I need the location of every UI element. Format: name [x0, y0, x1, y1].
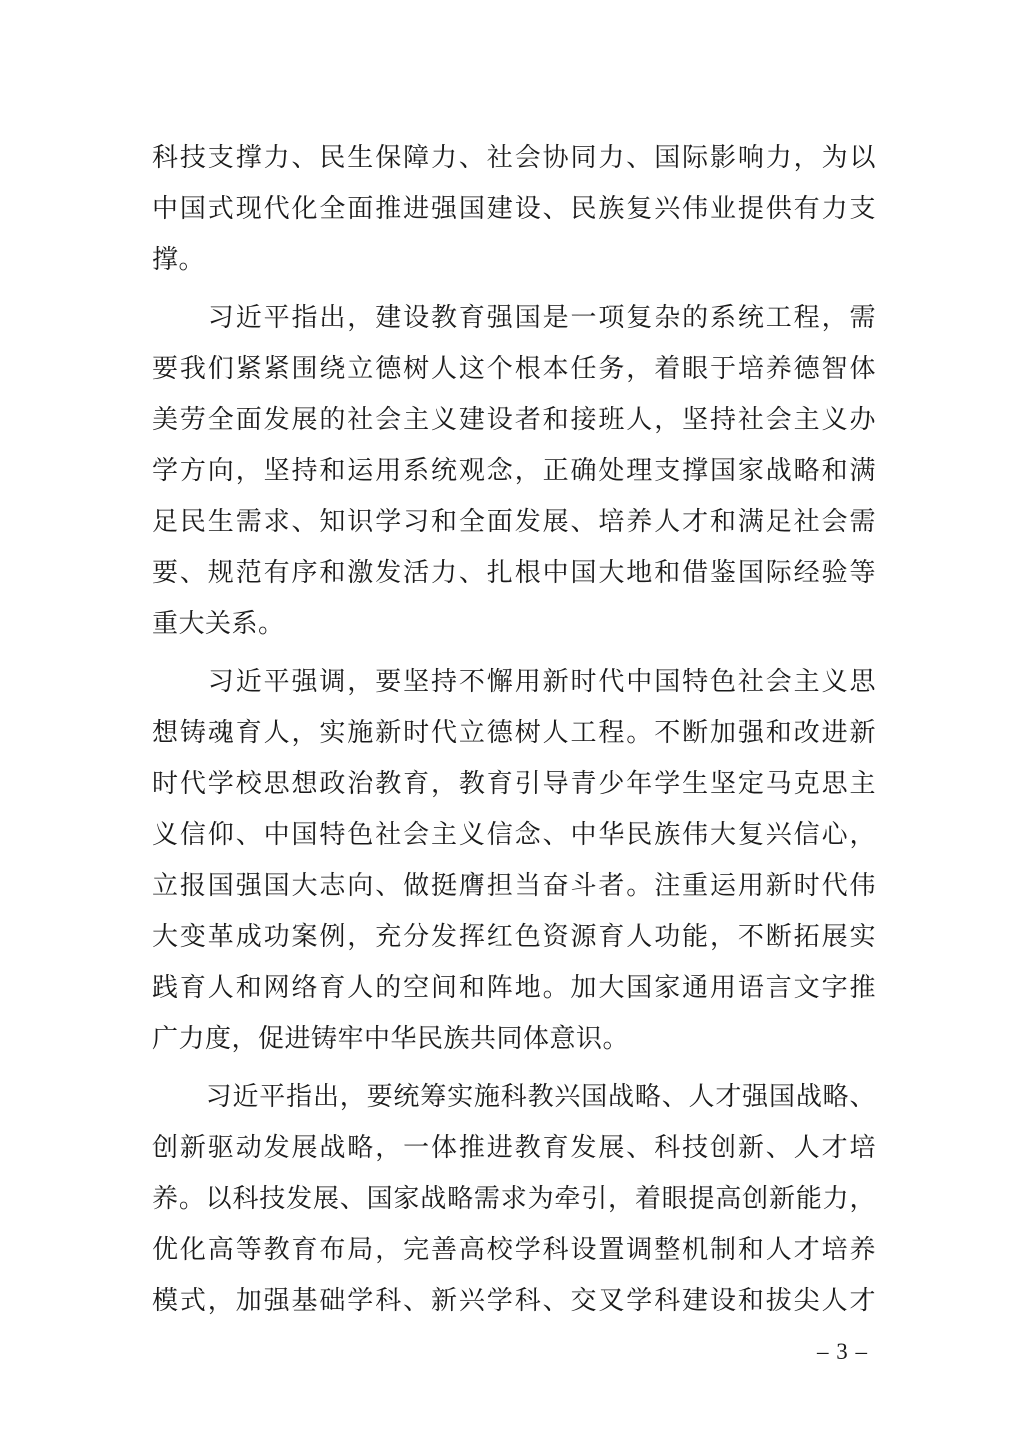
- text-line: 立报国强国大志向、做挺膺担当奋斗者。注重运用新时代伟: [152, 871, 876, 900]
- text-line: 科技支撑力、民生保障力、社会协同力、国际影响力，为以: [152, 143, 876, 172]
- text-line: 习近平指出，建设教育强国是一项复杂的系统工程，需: [152, 303, 876, 332]
- text-line: 学方向，坚持和运用系统观念，正确处理支撑国家战略和满: [152, 456, 876, 485]
- text-line: 模式，加强基础学科、新兴学科、交叉学科建设和拔尖人才: [152, 1286, 876, 1315]
- text-line: 中国式现代化全面推进强国建设、民族复兴伟业提供有力支: [152, 194, 876, 223]
- page-number: – 3 –: [817, 1339, 868, 1364]
- text-line: 践育人和网络育人的空间和阵地。加大国家通用语言文字推: [152, 973, 876, 1002]
- text-line: 广力度，促进铸牢中华民族共同体意识。: [152, 1024, 630, 1053]
- text-line: 创新驱动发展战略，一体推进教育发展、科技创新、人才培: [152, 1133, 876, 1162]
- text-line: 重大关系。: [152, 609, 285, 638]
- text-line: 义信仰、中国特色社会主义信念、中华民族伟大复兴信心，: [152, 820, 876, 849]
- paragraph: [152, 656, 876, 1064]
- text-line: 优化高等教育布局，完善高校学科设置调整机制和人才培养: [152, 1235, 876, 1264]
- paragraph: [152, 132, 876, 285]
- text-line: 养。以科技发展、国家战略需求为牵引，着眼提高创新能力，: [152, 1184, 876, 1213]
- document-body: [152, 132, 876, 1326]
- text-line: 大变革成功案例，充分发挥红色资源育人功能，不断拓展实: [152, 922, 876, 951]
- text-line: 撑。: [152, 245, 206, 274]
- paragraph: [152, 1071, 876, 1326]
- text-line: 时代学校思想政治教育，教育引导青少年学生坚定马克思主: [152, 769, 876, 798]
- text-line: 想铸魂育人，实施新时代立德树人工程。不断加强和改进新: [152, 718, 876, 747]
- text-line: 要我们紧紧围绕立德树人这个根本任务，着眼于培养德智体: [152, 354, 876, 383]
- text-line: 美劳全面发展的社会主义建设者和接班人，坚持社会主义办: [152, 405, 876, 434]
- text-line: 习近平指出，要统筹实施科教兴国战略、人才强国战略、: [152, 1082, 876, 1111]
- paragraph: [152, 292, 876, 649]
- text-line: 习近平强调，要坚持不懈用新时代中国特色社会主义思: [152, 667, 876, 696]
- text-line: 要、规范有序和激发活力、扎根中国大地和借鉴国际经验等: [152, 558, 876, 587]
- text-line: 足民生需求、知识学习和全面发展、培养人才和满足社会需: [152, 507, 876, 536]
